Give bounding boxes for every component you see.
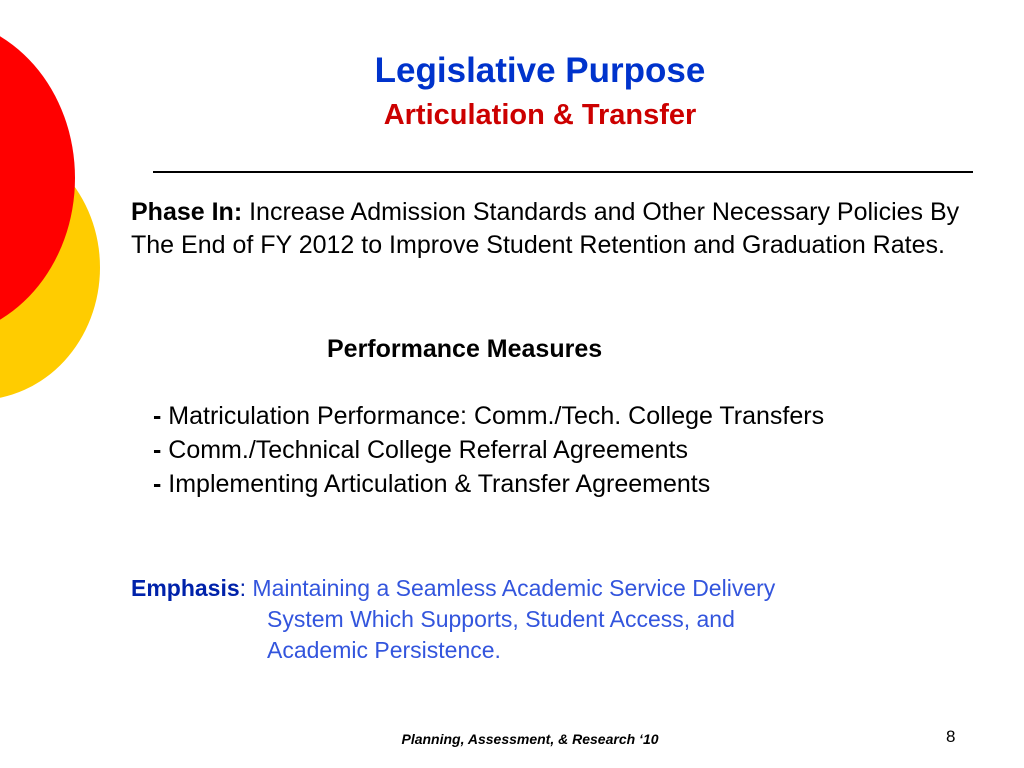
- bullet-dash: -: [153, 436, 162, 464]
- list-item: [153, 433, 824, 467]
- slide-subtitle: Articulation & Transfer: [383, 99, 697, 131]
- slide-title: Legislative Purpose: [374, 51, 706, 90]
- emphasis-block: [131, 573, 891, 666]
- emphasis-text-1: Maintaining a Seamless Academic Service Delivery: [246, 575, 776, 601]
- page-number: 8: [946, 727, 956, 746]
- emphasis-label: Emphasis: [131, 575, 240, 601]
- emphasis-text-3: Academic Persistence.: [267, 637, 501, 663]
- footer-text: Planning, Assessment, & Research ‘10: [401, 731, 659, 747]
- measure-text: Matriculation Performance: Comm./Tech. College Transfers: [161, 402, 825, 430]
- title-divider: [153, 171, 973, 173]
- list-item: [153, 399, 824, 433]
- emphasis-colon: :: [239, 575, 247, 601]
- emphasis-text-2: System Which Supports, Student Access, and: [267, 606, 735, 632]
- performance-measures-list: [153, 399, 824, 501]
- measure-text: Implementing Articulation & Transfer Agreements: [161, 470, 711, 498]
- phase-in-paragraph: [131, 196, 991, 262]
- list-item: [153, 467, 824, 501]
- measure-text: Comm./Technical College Referral Agreements: [161, 436, 688, 464]
- phase-in-text: Increase Admission Standards and Other Necessary Policies By The End of FY 2012 to Improve Student Retention and Graduation Rates.: [131, 198, 960, 259]
- phase-in-label: Phase In:: [131, 198, 243, 226]
- bullet-dash: -: [153, 402, 162, 430]
- performance-measures-heading: Performance Measures: [327, 335, 603, 363]
- bullet-dash: -: [153, 470, 162, 498]
- emphasis-line-1: [131, 573, 891, 604]
